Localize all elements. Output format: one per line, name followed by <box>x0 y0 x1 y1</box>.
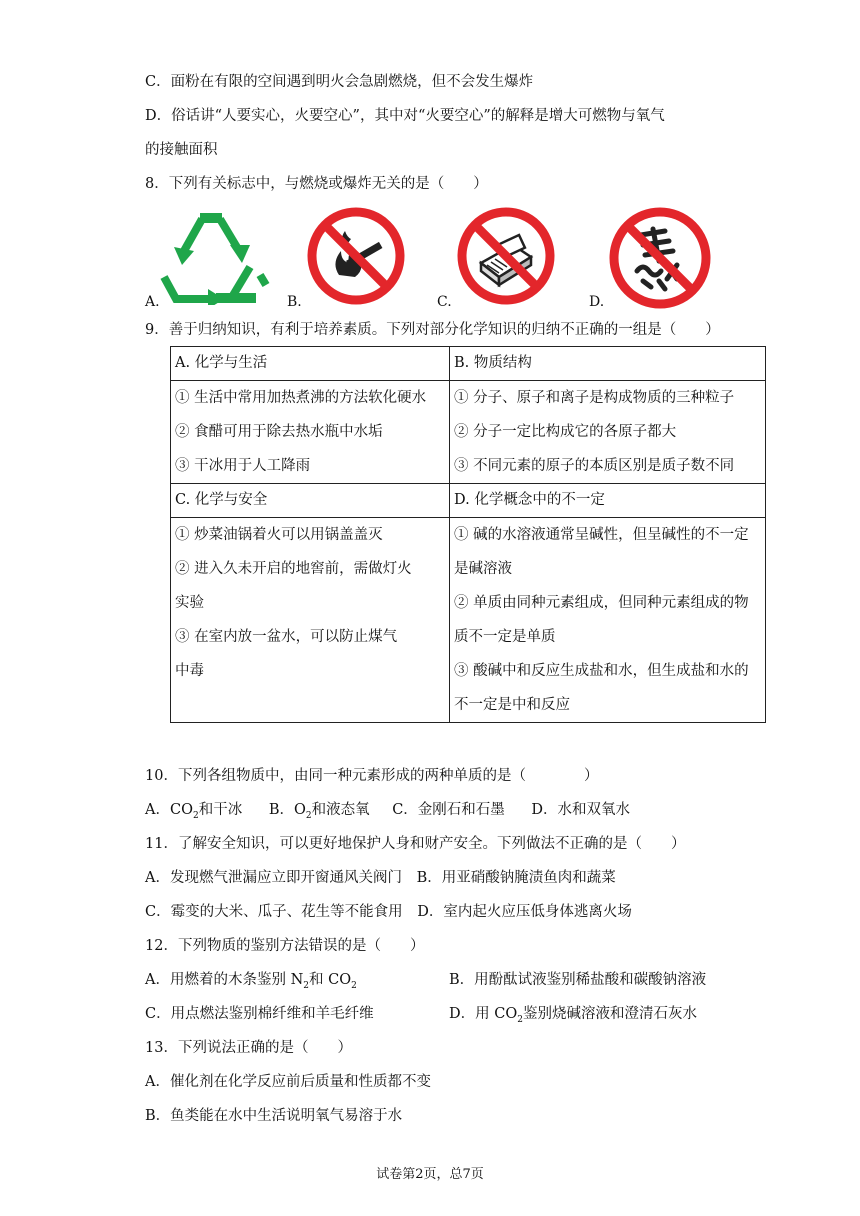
q10-option-a: A．$CO_2$和干冰 <box>145 802 243 821</box>
q12-option-d: D．用 $CO_2$鉴别烧碱溶液和澄清石灰水 <box>449 1006 697 1025</box>
q12-option-b: B．用酚酞试液鉴别稀盐酸和碳酸钠溶液 <box>449 972 707 988</box>
cell-b-body <box>450 381 766 484</box>
q11-option-c: C．霉变的大米、瓜子、花生等不能食用 <box>145 904 403 920</box>
q10-option-c: C．金刚石和石墨 <box>392 802 505 818</box>
q7-option-d-line2: 的接触面积 <box>145 142 218 158</box>
b-item-1: ① 分子、原子和离子是构成物质的三种粒子 <box>454 390 735 406</box>
no-matches-icon <box>455 205 557 311</box>
q7-option-c: C．面粉在有限的空间遇到明火会急剧燃烧，但不会发生爆炸 <box>145 74 534 90</box>
cell-b-head: B. 物质结构 <box>450 347 766 381</box>
recycle-icon <box>160 205 270 309</box>
c-item-3b: 中毒 <box>175 663 204 679</box>
a-item-1: ① 生活中常用加热煮沸的方法软化硬水 <box>175 390 427 406</box>
cell-d-head: D. 化学概念中的不一定 <box>450 484 766 518</box>
q10-stem: 10．下列各组物质中，由同一种元素形成的两种单质的是（ ） <box>145 768 599 784</box>
q11-option-d: D．室内起火应压低身体逃离火场 <box>417 904 632 920</box>
q12-stem: 12．下列物质的鉴别方法错误的是（ ） <box>145 938 425 954</box>
q8-option-b-label: B. <box>287 294 302 310</box>
q10-option-b: B．$O_2$和液态氧 <box>268 802 370 821</box>
q12-option-c: C．用点燃法鉴别棉纤维和羊毛纤维 <box>145 1006 374 1022</box>
no-smoking-icon <box>305 205 407 311</box>
q13-option-b: B．鱼类能在水中生活说明氧气易溶于水 <box>145 1108 403 1124</box>
q11-row2 <box>145 902 632 922</box>
q7-option-d-line1: D．俗话讲“人要实心，火要空心”，其中对“火要空心”的解释是增大可燃物与氧气 <box>145 108 665 124</box>
q12-option-a: A．用燃着的木条鉴别 $N_2$和 $CO_2$ <box>145 972 357 991</box>
b-item-2: ② 分子一定比构成它的各原子都大 <box>454 424 677 440</box>
q8-option-d-label: D. <box>589 294 605 310</box>
q11-option-b: B．用亚硝酸钠腌渍鱼肉和蔬菜 <box>416 870 616 886</box>
q10-option-d: D．水和双氧水 <box>531 802 631 818</box>
c-item-3a: ③ 在室内放一盆水，可以防止煤气 <box>175 629 398 645</box>
cell-a-head: A. 化学与生活 <box>171 347 450 381</box>
d-item-1b: 是碱溶液 <box>454 561 512 577</box>
c-item-2a: ② 进入久未开启的地窖前，需做灯火 <box>175 561 412 577</box>
a-item-2: ② 食醋可用于除去热水瓶中水垢 <box>175 424 383 440</box>
b-item-3: ③ 不同元素的原子的本质区别是质子数不同 <box>454 458 735 474</box>
d-item-2a: ② 单质由同种元素组成，但同种元素组成的物 <box>454 595 749 611</box>
q10-options <box>145 800 630 826</box>
a-item-3: ③ 干冰用于人工降雨 <box>175 458 311 474</box>
cell-d-body <box>450 518 766 723</box>
d-item-2b: 质不一定是单质 <box>454 629 556 645</box>
cell-a-body <box>171 381 450 484</box>
q11-stem: 11．了解安全知识，可以更好地保护人身和财产安全。下列做法不正确的是（ ） <box>145 836 686 852</box>
d-item-3b: 不一定是中和反应 <box>454 697 570 713</box>
d-item-3a: ③ 酸碱中和反应生成盐和水，但生成盐和水的 <box>454 663 749 679</box>
q11-option-a: A．发现燃气泄漏应立即开窗通风关阀门 <box>145 870 402 886</box>
q9-stem: 9．善于归纳知识，有利于培养素质。下列对部分化学知识的归纳不正确的一组是（ ） <box>145 322 720 338</box>
q8-stem: 8．下列有关标志中，与燃烧或爆炸无关的是（ ） <box>145 176 488 192</box>
c-item-1: ① 炒菜油锅着火可以用锅盖盖灭 <box>175 527 383 543</box>
c-item-2b: 实验 <box>175 595 204 611</box>
q11-row1 <box>145 868 616 888</box>
q8-option-c-label: C. <box>437 294 452 310</box>
cell-c-body <box>171 518 450 723</box>
no-firecrackers-icon <box>607 205 713 315</box>
cell-c-head: C. 化学与安全 <box>171 484 450 518</box>
q13-option-a: A．催化剂在化学反应前后质量和性质都不变 <box>145 1074 431 1090</box>
page-footer: 试卷第2页，总7页 <box>376 1167 484 1182</box>
q9-knowledge-table <box>170 346 766 723</box>
q8-option-a-label: A. <box>145 294 160 310</box>
q13-stem: 13．下列说法正确的是（ ） <box>145 1040 352 1056</box>
d-item-1a: ① 碱的水溶液通常呈碱性，但呈碱性的不一定 <box>454 527 749 543</box>
